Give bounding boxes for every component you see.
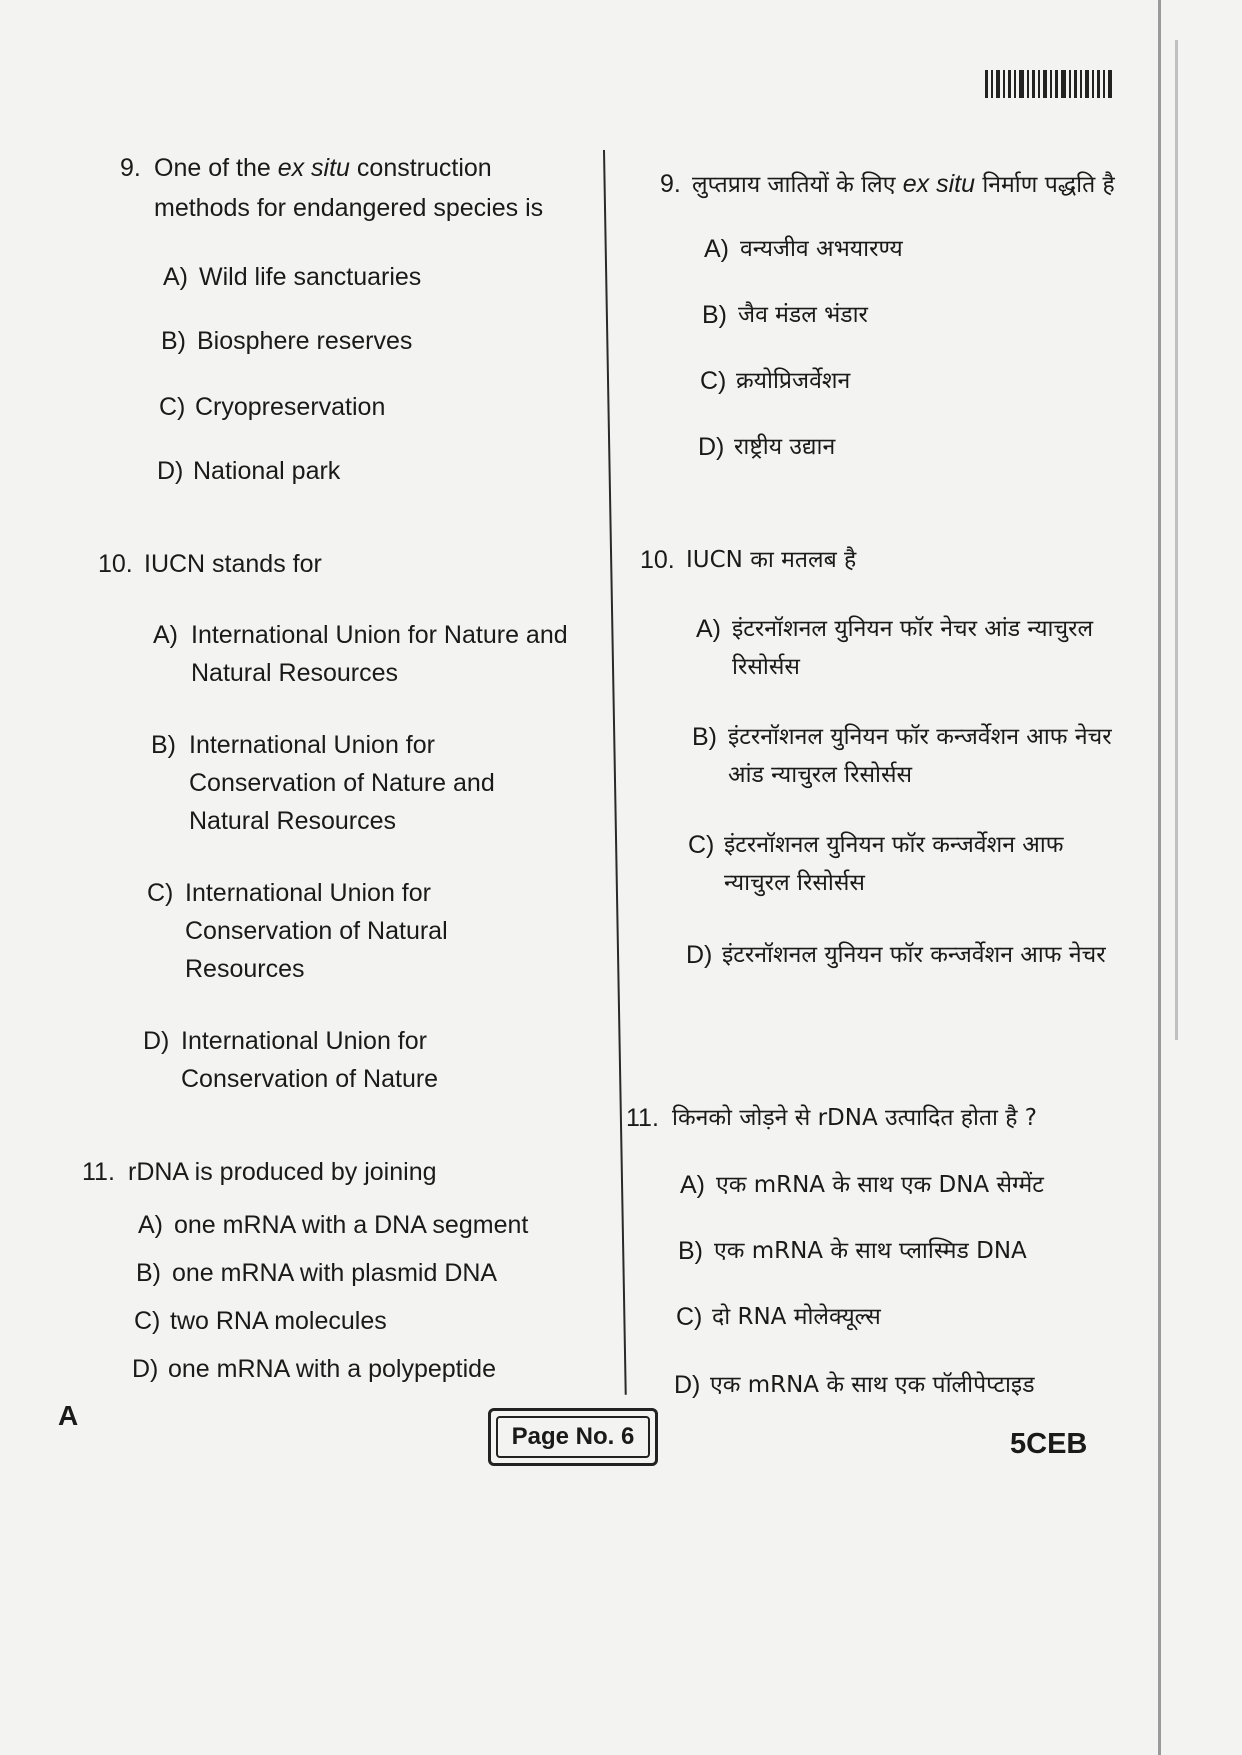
option-text: वन्यजीव अभयारण्य — [740, 236, 903, 262]
option-text: Cryopreservation — [195, 393, 386, 421]
option-text: International Union for Conservation of Natural Resources — [185, 879, 448, 983]
option-text: Biosphere reserves — [197, 327, 413, 355]
question-text: किनको जोड़ने से rDNA उत्पादित होता है ? — [672, 1105, 1038, 1131]
option-text: International Union for Conservation of Nature — [181, 1027, 439, 1093]
option-text: इंटरनॉशनल युनियन फॉर नेचर आंड न्याचुरल रिसोर्सस — [732, 616, 1094, 680]
option-text: National park — [193, 457, 341, 485]
option-text: International Union for Nature and Natural Resources — [191, 621, 568, 687]
option-text: Wild life sanctuaries — [199, 263, 422, 291]
question-text: rDNA is produced by joining — [128, 1158, 437, 1186]
option-text: एक mRNA के साथ एक पॉलीपेप्टाइड — [710, 1372, 1035, 1398]
question-number: 11. — [82, 1158, 115, 1186]
option-text: एक mRNA के साथ एक DNA सेग्मेंट — [716, 1172, 1044, 1198]
barcode — [985, 70, 1125, 98]
option-text: इंटरनॉशनल युनियन फॉर कन्जर्वेशन आफ नेचर आंड न्याचुरल रिसोर्सस — [728, 724, 1112, 788]
option-text: एक mRNA के साथ प्लास्मिड DNA — [714, 1238, 1027, 1264]
question-number: 10. — [640, 546, 675, 574]
option-text: two RNA molecules — [170, 1307, 387, 1335]
option-text: इंटरनॉशनल युनियन फॉर कन्जर्वेशन आफ न्याचुरल रिसोर्सस — [724, 832, 1064, 896]
question-number: 9. — [660, 170, 681, 198]
scan-edge-line — [1175, 40, 1178, 1040]
question-number: 9. — [120, 154, 141, 182]
option-text: क्रयोप्रिजर्वेशन — [736, 368, 851, 394]
option-text: one mRNA with plasmid DNA — [172, 1259, 498, 1287]
option-text: जैव मंडल भंडार — [738, 302, 868, 328]
option-text: राष्ट्रीय उद्यान — [734, 434, 836, 460]
question-text: लुप्तप्राय जातियों के लिए ex situ निर्माण पद्धति है — [692, 170, 1115, 198]
option-text: International Union for Conservation of Nature and Natural Resources — [189, 731, 495, 835]
option-text: one mRNA with a polypeptide — [168, 1355, 496, 1383]
page-number-box — [488, 1408, 658, 1466]
option-text: दो RNA मोलेक्यूल्स — [712, 1304, 881, 1330]
question-number: 11. — [626, 1104, 659, 1132]
option-text: one mRNA with a DNA segment — [174, 1211, 529, 1239]
option-text: इंटरनॉशनल युनियन फॉर कन्जर्वेशन आफ नेचर — [722, 942, 1106, 968]
question-text: One of the ex situ construction methods for endangered species is — [154, 154, 544, 222]
question-number: 10. — [98, 550, 133, 578]
exam-page: 9. One of the ex situ construction methods for endangered species is A) Wild life sanctuaries B) Biosphere reserves C) Cryopreservation D) National park 10. IUCN stands for A) International Union for Nature and Natural Resources B) International Union for Conservation of Nature and Natural Resources C) International Union for Conservation of Natural Resources D) International Union for Conservation of Nature 11. rDNA is produced by joining A) one mRNA with a DNA segment B) one mRNA with plasmid DNA C) two RNA molecules D) one mRNA with a polypeptide 9. लुप्तप्राय जातियों के लिए ex situ निर्माण पद्धति है A) वन्यजीव अभयारण्य B) जैव मंडल भंडार C) क्रयोप्रिजर्वेशन D) राष्ट्रीय उद्यान 10. IUCN का मतलब है A) इंटरनॉशनल युनियन फॉर नेचर आंड न्याचुरल रिसोर्सस B) इंटरनॉशनल युनियन फॉर कन्जर्वेशन आफ नेचर आंड न्याचुरल रिसोर्सस C) इंटरनॉशनल युनियन फॉर कन्जर्वेशन आफ न्याचुरल रिसोर्सस D) इंटरनॉशनल युनियन फॉर कन्जर्वेशन आफ नेचर 11. किनको जोड़ने से rDNA उत्पादित होता है ? A) एक mRNA के साथ एक DNA सेग्मेंट B) एक mRNA के साथ प्लास्मिड DNA C) दो RNA मोलेक्यूल्स D) एक mRNA के साथ एक पॉलीपेप्टाइड A Page No. 6 5CEB — [0, 0, 1242, 1755]
paper-code: 5CEB — [1010, 1428, 1088, 1460]
scan-edge-line — [1158, 0, 1161, 1755]
question-text: IUCN का मतलब है — [686, 547, 857, 573]
page-number: Page No. 6 — [496, 1416, 650, 1458]
question-text: IUCN stands for — [144, 550, 322, 578]
column-divider — [603, 150, 627, 1395]
booklet-series: A — [58, 1400, 79, 1431]
